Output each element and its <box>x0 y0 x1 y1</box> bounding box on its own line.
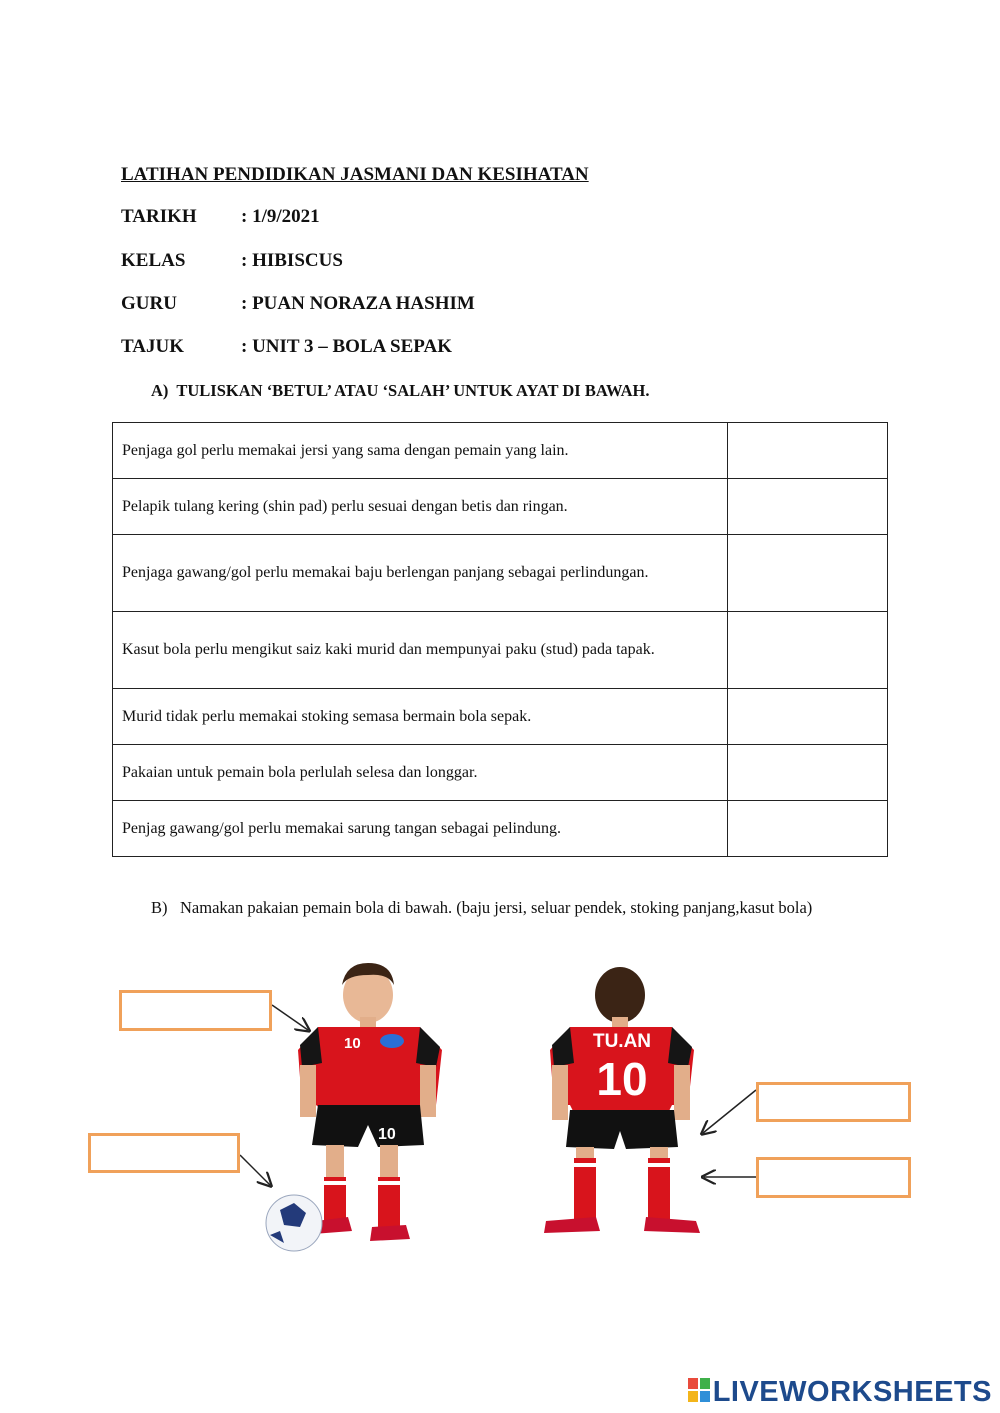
meta-label: TARIKH <box>121 206 197 227</box>
section-b-label: B) <box>151 898 168 917</box>
section-b-heading <box>151 896 871 920</box>
answer-cell[interactable] <box>728 423 888 479</box>
table-row <box>113 745 888 801</box>
back-jersey-name: TU.AN <box>592 1031 652 1052</box>
meta-date <box>121 206 320 228</box>
front-player-figure <box>266 963 442 1251</box>
brand-name: LIVEWORKSHEETS <box>712 1376 992 1408</box>
shorts-number: 10 <box>378 1126 396 1143</box>
statement-cell: Penjag gawang/gol perlu memakai sarung tangan sebagai pelindung. <box>113 801 728 857</box>
section-b-instruction: Namakan pakaian pemain bola di bawah. (baju jersi, seluar pendek, stoking panjang,kasut bola) <box>180 898 813 917</box>
answer-cell[interactable] <box>728 479 888 535</box>
front-jersey-number: 10 <box>344 1035 361 1052</box>
brand-footer <box>688 1376 992 1410</box>
arrow-to-jersey <box>272 1005 308 1030</box>
table-row <box>113 479 888 535</box>
meta-label: KELAS <box>121 250 186 271</box>
meta-class <box>121 250 343 272</box>
section-a-heading <box>151 381 650 401</box>
statement-cell: Pakaian untuk pemain bola perlulah selesa dan longgar. <box>113 745 728 801</box>
statement-cell: Penjaga gol perlu memakai jersi yang sama dengan pemain yang lain. <box>113 423 728 479</box>
answer-box-socks[interactable] <box>756 1157 911 1198</box>
meta-value: : PUAN NORAZA HASHIM <box>241 293 475 314</box>
true-false-table <box>112 422 888 857</box>
arrow-to-shorts <box>703 1090 756 1133</box>
answer-box-boots[interactable] <box>88 1133 240 1173</box>
meta-value: : HIBISCUS <box>241 250 343 271</box>
answer-box-shorts[interactable] <box>756 1082 911 1122</box>
liveworksheets-logo-icon <box>688 1377 710 1410</box>
answer-cell[interactable] <box>728 612 888 689</box>
meta-value: : 1/9/2021 <box>241 206 320 227</box>
table-row <box>113 423 888 479</box>
meta-topic <box>121 336 452 358</box>
section-a-instruction: TULISKAN ‘BETUL’ ATAU ‘SALAH’ UNTUK AYAT DI BAWAH. <box>176 381 650 400</box>
table-row <box>113 689 888 745</box>
statement-cell: Kasut bola perlu mengikut saiz kaki murid dan mempunyai paku (stud) pada tapak. <box>113 612 728 689</box>
statement-cell: Murid tidak perlu memakai stoking semasa bermain bola sepak. <box>113 689 728 745</box>
table-row <box>113 801 888 857</box>
meta-label: TAJUK <box>121 336 184 357</box>
answer-cell[interactable] <box>728 535 888 612</box>
section-a-label: A) <box>151 381 169 400</box>
answer-cell[interactable] <box>728 801 888 857</box>
back-jersey-number: 10 <box>596 1053 648 1105</box>
statement-cell: Pelapik tulang kering (shin pad) perlu sesuai dengan betis dan ringan. <box>113 479 728 535</box>
answer-box-jersey[interactable] <box>119 990 272 1031</box>
statement-cell: Penjaga gawang/gol perlu memakai baju berlengan panjang sebagai perlindungan. <box>113 535 728 612</box>
arrow-to-boot <box>240 1155 270 1185</box>
meta-label: GURU <box>121 293 177 314</box>
answer-cell[interactable] <box>728 689 888 745</box>
worksheet-title: LATIHAN PENDIDIKAN JASMANI DAN KESIHATAN <box>121 164 589 185</box>
table-row <box>113 535 888 612</box>
meta-value: : UNIT 3 – BOLA SEPAK <box>241 336 452 357</box>
meta-teacher <box>121 293 475 315</box>
table-row <box>113 612 888 689</box>
answer-cell[interactable] <box>728 745 888 801</box>
